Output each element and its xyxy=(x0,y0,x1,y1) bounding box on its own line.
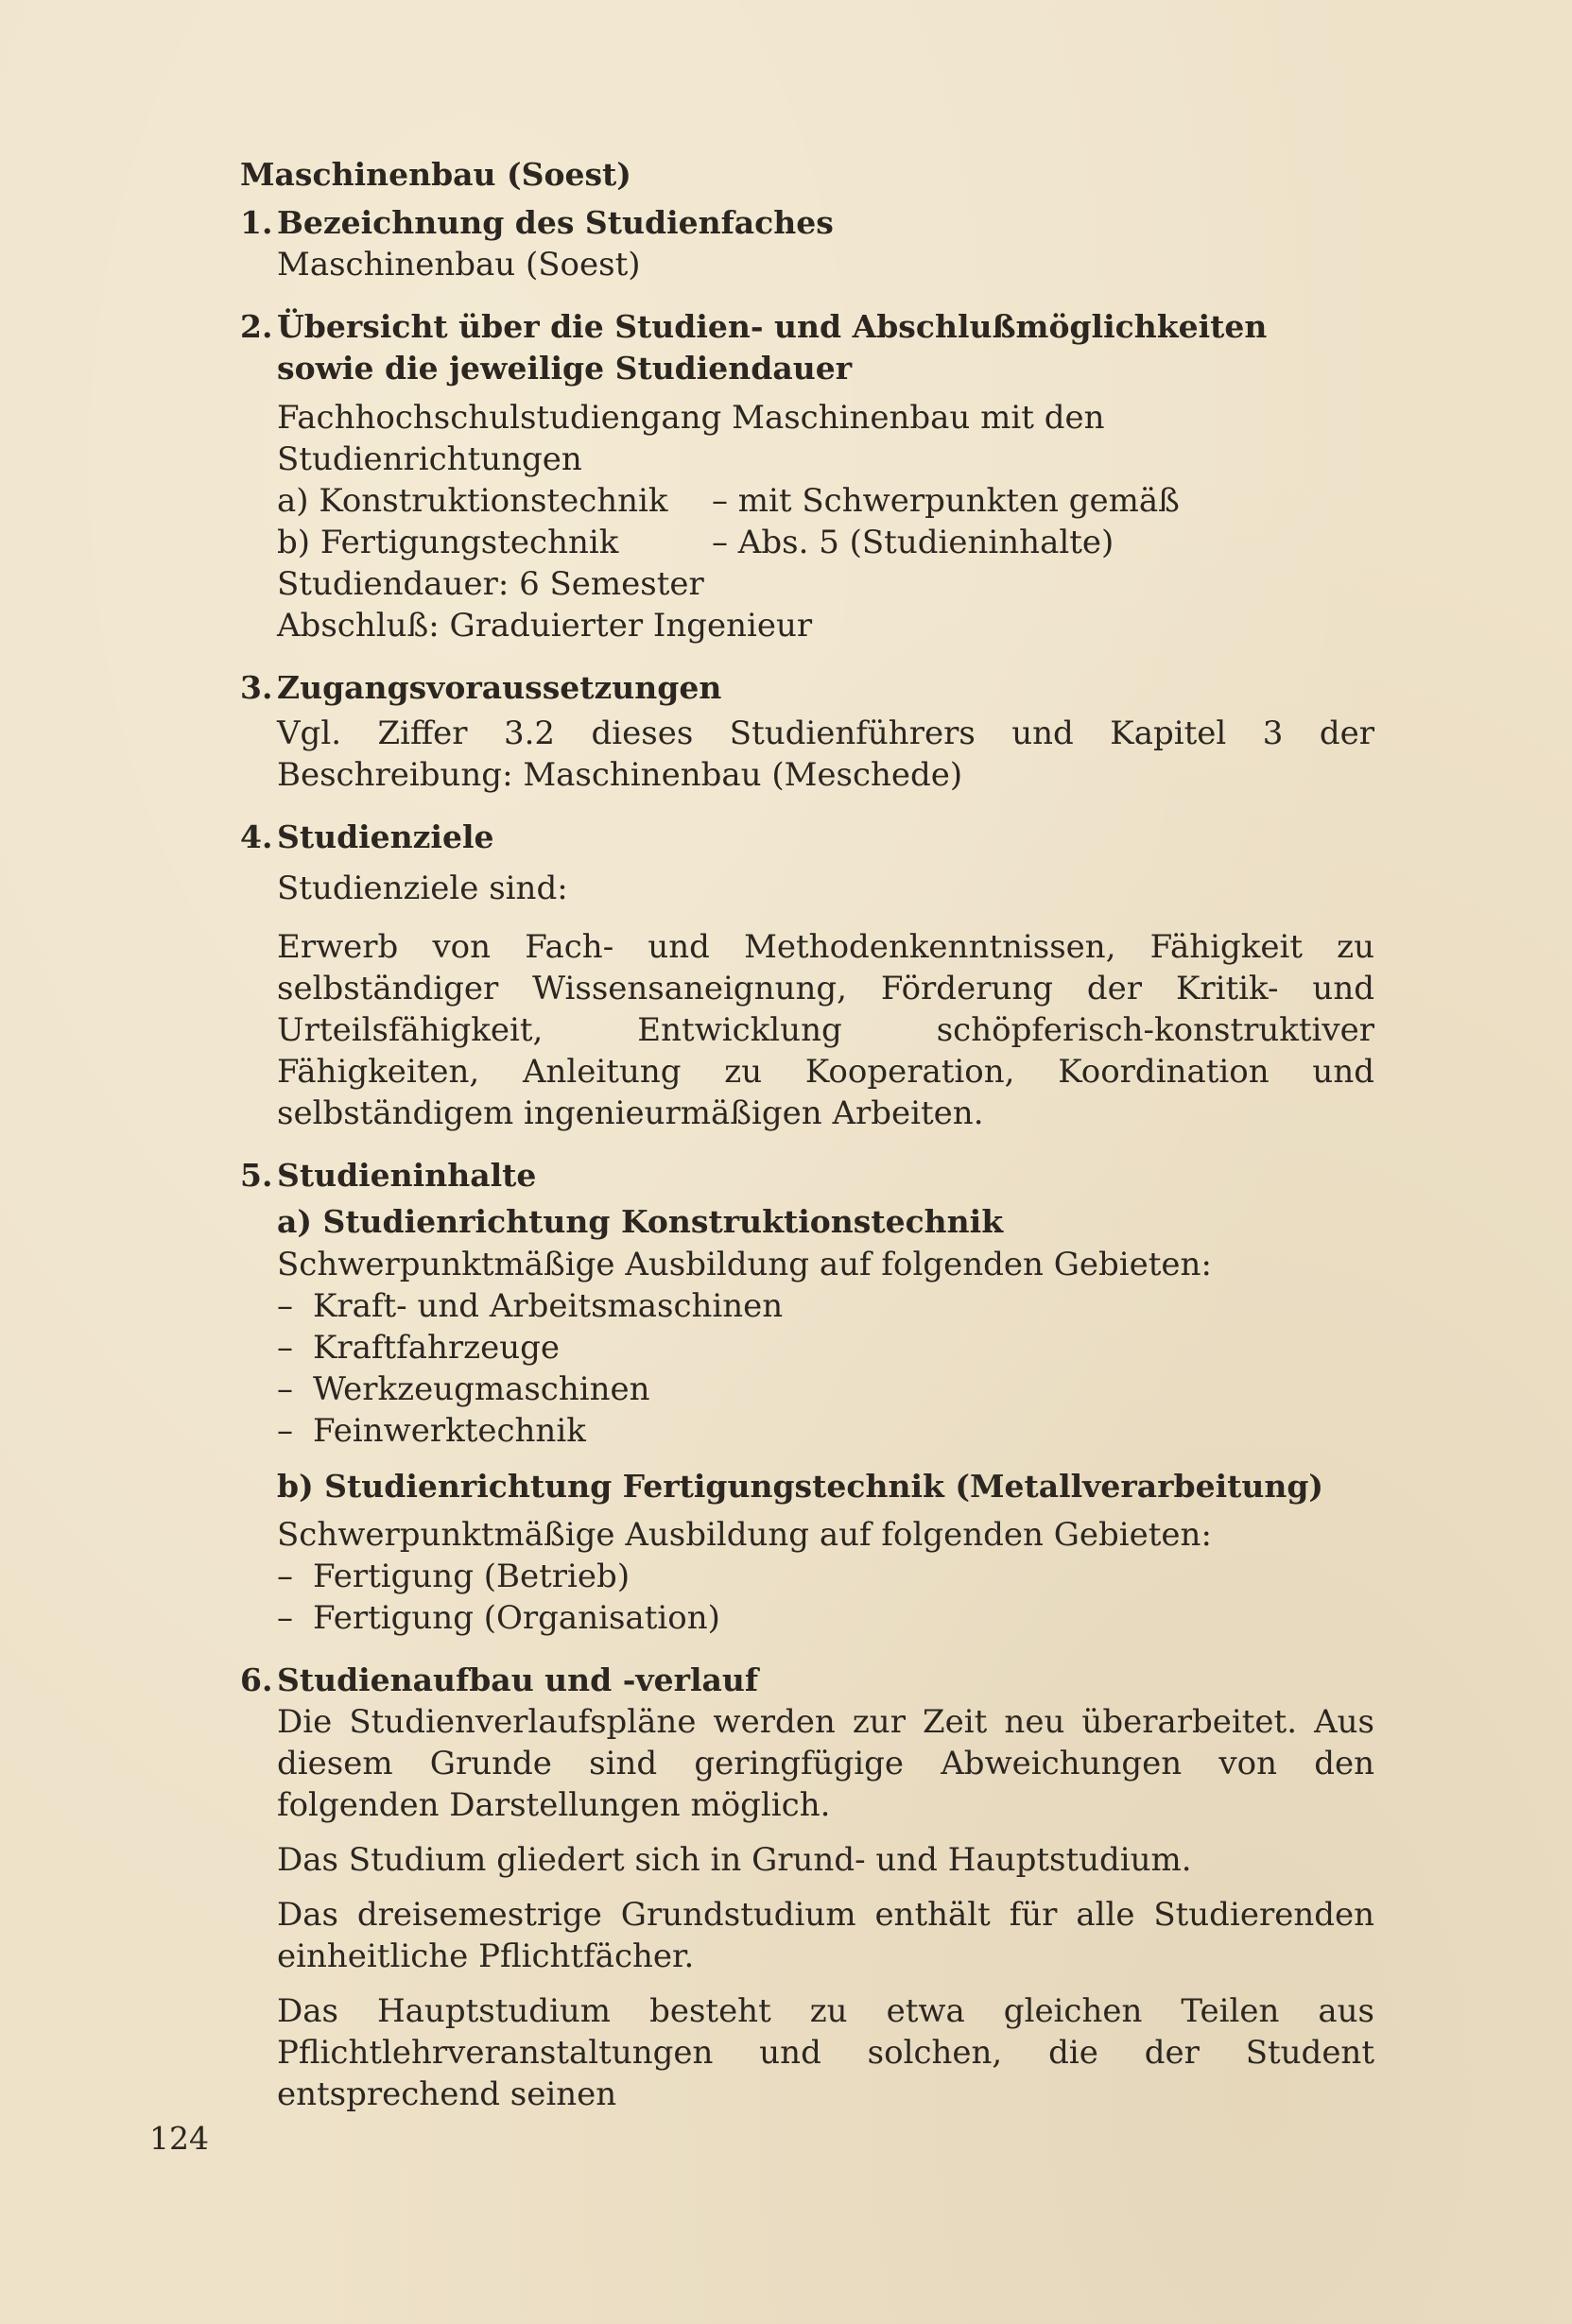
subsection-heading: b) Studienrichtung Fertigungstechnik (Metallverarbeitung) xyxy=(277,1468,1324,1505)
section-title: Bezeichnung des Studienfaches xyxy=(277,204,834,241)
paragraph-lead: Schwerpunktmäßige Ausbildung auf folgenden Gebieten: xyxy=(277,1516,1212,1554)
section-heading xyxy=(240,1155,1374,1196)
section-body xyxy=(277,713,1374,796)
section-title: Übersicht über die Studien- und Abschlußmöglichkeiten sowie die jeweilige Studiendauer xyxy=(277,308,1268,387)
section-1 xyxy=(240,202,1374,285)
paragraph: Die Studienverlaufspläne werden zur Zeit neu überarbeitet. Aus diesem Grunde sind geringfügige Abweichungen von den folgenden Darstellungen möglich. xyxy=(277,1703,1374,1824)
paragraph: Fachhochschulstudiengang Maschinenbau mit den Studienrichtungen xyxy=(277,399,1105,478)
section-5 xyxy=(240,1155,1374,1639)
section-3 xyxy=(240,667,1374,796)
list-item-text: Fertigung (Betrieb) xyxy=(313,1558,631,1595)
section-body xyxy=(277,1701,1374,2115)
study-direction-note: – mit Schwerpunkten gemäß xyxy=(712,482,1180,520)
section-title: Zugangsvoraussetzungen xyxy=(277,669,722,706)
section-heading xyxy=(240,817,1374,858)
list-dash: – xyxy=(277,1370,293,1408)
list-dash: – xyxy=(277,1287,293,1325)
section-number: 4. xyxy=(240,818,273,855)
section-body xyxy=(277,397,1374,646)
list-dash: – xyxy=(277,1599,293,1637)
paragraph-lead: Studienziele sind: xyxy=(277,869,568,907)
paragraph: Maschinenbau (Soest) xyxy=(277,246,641,284)
section-body xyxy=(277,868,1374,1134)
section-heading xyxy=(240,667,1374,709)
list-item xyxy=(277,1556,1374,1597)
section-number: 1. xyxy=(240,204,273,241)
list-item-text: Kraft- und Arbeitsmaschinen xyxy=(313,1287,784,1325)
section-title: Studieninhalte xyxy=(277,1157,537,1194)
list-item xyxy=(277,1410,1374,1452)
paragraph-lead: Schwerpunktmäßige Ausbildung auf folgenden Gebieten: xyxy=(277,1246,1212,1283)
document-title: Maschinenbau (Soest) xyxy=(240,156,631,193)
paragraph: Erwerb von Fach- und Methodenkenntnissen, Fähigkeit zu selbständiger Wissensaneignung, Förderung der Kritik- und Urteilsfähigkeit, Entwicklung schöpferisch-konstruktiver Fähigkeiten, Anleitung zu Kooperation, Koordination und selbständigem ingenieurmäßigen Arbeiten. xyxy=(277,928,1374,1132)
list-dash: – xyxy=(277,1412,293,1450)
section-body xyxy=(277,244,1374,285)
page-content xyxy=(240,153,1374,2115)
section-4 xyxy=(240,817,1374,1134)
section-heading xyxy=(240,202,1374,244)
list-dash: – xyxy=(277,1329,293,1367)
study-direction-note: – Abs. 5 (Studieninhalte) xyxy=(712,524,1114,561)
subsection-heading: a) Studienrichtung Konstruktionstechnik xyxy=(277,1203,1004,1240)
paragraph: Vgl. Ziffer 3.2 dieses Studienführers und Kapitel 3 der Beschreibung: Maschinenbau (Meschede) xyxy=(277,714,1374,794)
section-number: 3. xyxy=(240,669,273,706)
list-item xyxy=(277,1327,1374,1369)
paragraph: Das Studium gliedert sich in Grund- und Hauptstudium. xyxy=(277,1841,1192,1879)
paragraph: Das dreisemestrige Grundstudium enthält für alle Studierenden einheitliche Pflichtfächer. xyxy=(277,1896,1374,1975)
list-item xyxy=(277,1285,1374,1327)
list-item-text: Kraftfahrzeuge xyxy=(313,1329,560,1367)
list-item xyxy=(277,1597,1374,1639)
study-direction: b) Fertigungstechnik xyxy=(277,524,619,561)
list-item-text: Feinwerktechnik xyxy=(313,1412,586,1450)
section-2 xyxy=(240,306,1374,646)
list-dash: – xyxy=(277,1558,293,1595)
section-title: Studienaufbau und -verlauf xyxy=(277,1661,759,1698)
section-heading xyxy=(240,306,1374,389)
section-title: Studienziele xyxy=(277,818,494,855)
section-number: 5. xyxy=(240,1157,273,1194)
page-number: 124 xyxy=(149,2120,209,2157)
section-body xyxy=(277,1200,1374,1639)
section-heading xyxy=(240,1660,1374,1701)
study-direction-row xyxy=(277,480,1374,522)
study-direction: a) Konstruktionstechnik xyxy=(277,482,668,520)
study-direction-row xyxy=(277,522,1374,563)
list-item-text: Fertigung (Organisation) xyxy=(313,1599,720,1637)
study-duration: Studiendauer: 6 Semester xyxy=(277,565,704,603)
section-number: 2. xyxy=(240,308,273,345)
paragraph: Das Hauptstudium besteht zu etwa gleichen Teilen aus Pflichtlehrveranstaltungen und solchen, die der Student entsprechend seinen xyxy=(277,1992,1374,2113)
degree: Abschluß: Graduierter Ingenieur xyxy=(277,607,813,645)
section-6 xyxy=(240,1660,1374,2115)
section-number: 6. xyxy=(240,1661,273,1698)
list-item-text: Werkzeugmaschinen xyxy=(313,1370,650,1408)
list-item xyxy=(277,1369,1374,1410)
